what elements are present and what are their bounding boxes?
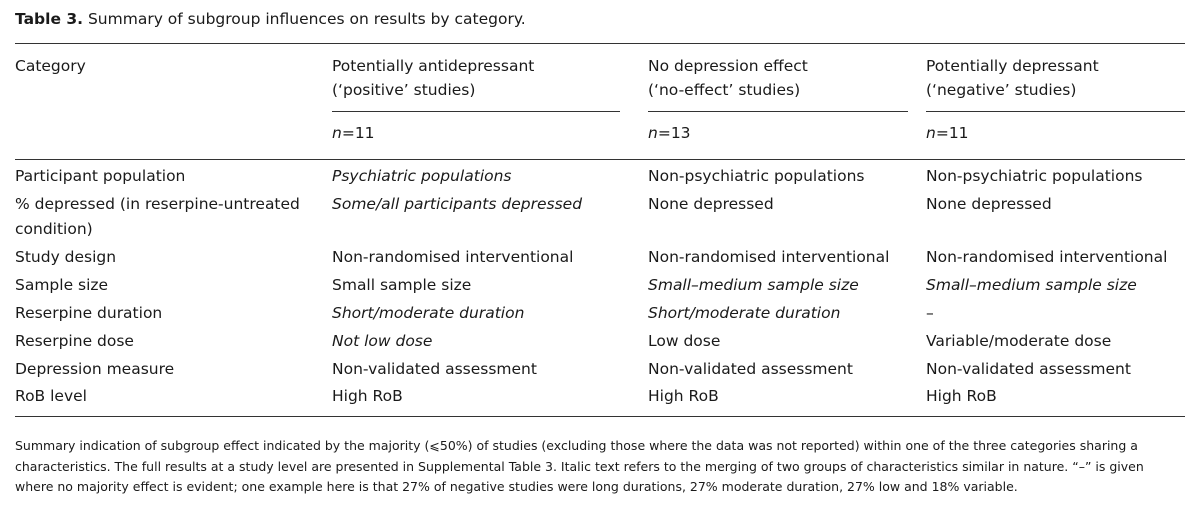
table-caption <box>15 10 526 28</box>
row-label-reserpine-duration: Reserpine duration <box>15 304 163 322</box>
cell-positive: Short/moderate duration <box>332 304 525 322</box>
header-category: Category <box>15 57 86 75</box>
subrule-no-effect <box>648 111 908 112</box>
row-label-rob-level: RoB level <box>15 387 87 405</box>
cell-no-effect: Non-validated assessment <box>648 360 853 378</box>
cell-no-effect: Non-psychiatric populations <box>648 167 865 185</box>
cell-negative: Variable/moderate dose <box>926 332 1112 350</box>
table-label: Table 3. <box>15 10 84 28</box>
subrule-positive <box>332 111 620 112</box>
header-positive-line2: (‘positive’ studies) <box>332 81 476 99</box>
cell-negative: None depressed <box>926 195 1052 213</box>
n-positive <box>332 121 375 146</box>
header-no-effect-line1: No depression effect <box>648 57 808 75</box>
cell-negative: High RoB <box>926 387 997 405</box>
cell-no-effect: Small–medium sample size <box>648 276 859 294</box>
cell-negative: Non-validated assessment <box>926 360 1131 378</box>
n-label: n <box>926 124 936 142</box>
cell-no-effect: High RoB <box>648 387 719 405</box>
header-positive-line1: Potentially antidepressant <box>332 57 535 75</box>
cell-positive: Small sample size <box>332 276 472 294</box>
n-value: =13 <box>657 124 691 142</box>
n-value: =11 <box>341 124 375 142</box>
row-label-percent-depressed-cont: condition) <box>15 220 93 238</box>
cell-negative: Small–medium sample size <box>926 276 1137 294</box>
cell-no-effect: Low dose <box>648 332 721 350</box>
cell-negative: – <box>926 304 934 322</box>
row-label-study-design: Study design <box>15 248 117 266</box>
table-title: Summary of subgroup influences on results by category. <box>87 10 526 28</box>
cell-positive: High RoB <box>332 387 403 405</box>
n-label: n <box>332 124 342 142</box>
cell-positive: Non-randomised interventional <box>332 248 574 266</box>
row-label-sample-size: Sample size <box>15 276 109 294</box>
row-label-participant-population: Participant population <box>15 167 186 185</box>
n-value: =11 <box>935 124 969 142</box>
header-rule <box>15 159 1185 160</box>
row-label-reserpine-dose: Reserpine dose <box>15 332 134 350</box>
cell-no-effect: None depressed <box>648 195 774 213</box>
header-no-effect-line2: (‘no-effect’ studies) <box>648 81 801 99</box>
cell-no-effect: Non-randomised interventional <box>648 248 890 266</box>
top-rule <box>15 43 1185 44</box>
table-footnote: Summary indication of subgroup effect indicated by the majority (⩽50%) of studies (excluding those where the data was not reported) within one of the three categories sharing a characteristics. The full results at a study level are presented in Supplemental Table 3. Italic text refers to the merging of two groups of characteristics similar in nature. “–” is given where no majority effect is evident; one example here is that 27% of negative studies were long durations, 27% moderate duration, 27% low and 18% variable. <box>15 438 1144 494</box>
cell-negative: Non-psychiatric populations <box>926 167 1143 185</box>
cell-positive: Psychiatric populations <box>332 167 512 185</box>
subrule-negative <box>926 111 1185 112</box>
cell-negative: Non-randomised interventional <box>926 248 1168 266</box>
cell-no-effect: Short/moderate duration <box>648 304 841 322</box>
n-no-effect <box>648 121 691 146</box>
cell-positive: Non-validated assessment <box>332 360 537 378</box>
row-label-percent-depressed: % depressed (in reserpine-untreated <box>15 195 300 213</box>
bottom-rule <box>15 416 1185 417</box>
row-label-depression-measure: Depression measure <box>15 360 175 378</box>
cell-positive: Not low dose <box>332 332 433 350</box>
n-negative <box>926 121 969 146</box>
n-label: n <box>648 124 658 142</box>
header-negative-line1: Potentially depressant <box>926 57 1099 75</box>
cell-positive: Some/all participants depressed <box>332 195 583 213</box>
header-negative-line2: (‘negative’ studies) <box>926 81 1077 99</box>
